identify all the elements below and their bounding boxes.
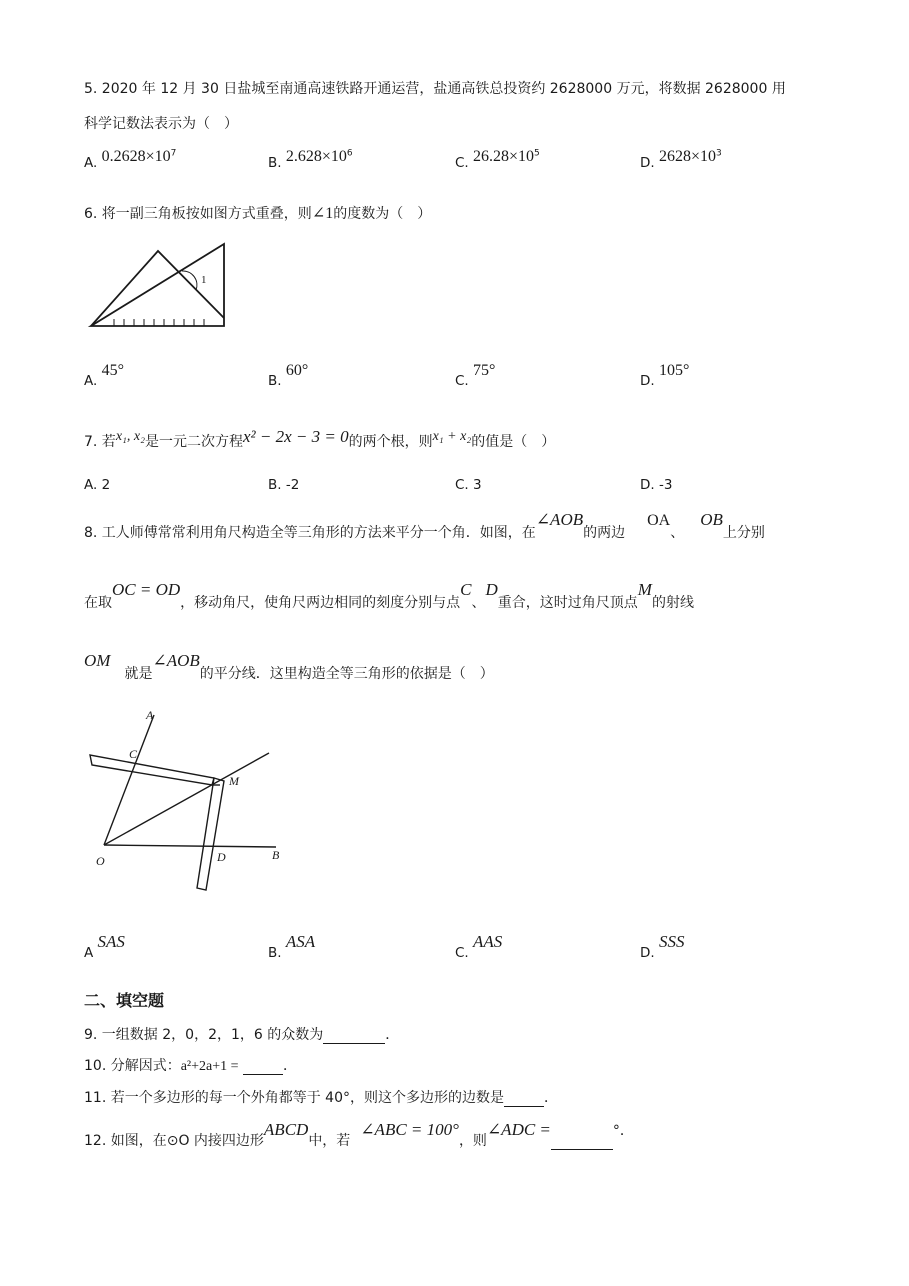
q8-label-a: A [146, 708, 154, 722]
q5-line2: 科学记数法表示为（ ） [84, 116, 238, 132]
q5-line1: 5. 2020 年 12 月 30 日盐城至南通高速铁路开通运营，盐通高铁总投资约 2628000 万元，将数据 2628000 用 [84, 81, 786, 97]
q8-option-a: A SAS [84, 932, 125, 961]
q6-stem: 6. 将一副三角板按如图方式重叠，则∠1的度数为（ ） [84, 205, 432, 222]
q6-option-b: B. 60° [268, 362, 309, 389]
q8-label-b: B [272, 848, 280, 862]
q8-line2: 在取OC = OD，移动角尺，使角尺两边相同的刻度分别与点C、D重合，这时过角尺顶点M的射线 [84, 580, 694, 611]
q6-option-d: D. 105° [640, 362, 690, 389]
q10: 10. 分解因式：a²+2a+1 = ． [84, 1058, 297, 1074]
q6-option-a: A. 45° [84, 362, 124, 389]
q7-option-d: D. -3 [640, 477, 673, 493]
q12: 12. 如图，在⊙O 内接四边形ABCD中，若∠ABC = 100°，则∠ADC = °． [84, 1120, 634, 1149]
q9: 9. 一组数据 2，0，2，1，6 的众数为 ． [84, 1027, 400, 1043]
q6-angle-label: 1 [201, 274, 207, 286]
q9-answer-blank[interactable] [323, 1027, 385, 1044]
q7-option-c: C. 3 [455, 477, 482, 493]
section-heading-fill-in: 二、填空题 [84, 991, 165, 1010]
q5-option-c: C. $26.28\times 10^5$ [455, 148, 540, 171]
q8-label-o: O [96, 854, 105, 868]
q8-label-d: D [217, 850, 226, 864]
q8-option-c: C. AAS [455, 932, 503, 961]
q8-option-d: D. SSS [640, 932, 685, 961]
q8-line3: OM就是∠AOB的平分线．这里构造全等三角形的依据是（ ） [84, 651, 494, 682]
q7-option-b: B. -2 [268, 477, 300, 493]
q11: 11. 若一个多边形的每一个外角都等于 40°，则这个多边形的边数是 ． [84, 1090, 558, 1106]
q10-answer-blank[interactable] [243, 1058, 283, 1075]
q7-option-a: A. 2 [84, 477, 111, 493]
q5-option-a: A. $0.2628\times 10^7$ [84, 148, 177, 171]
q8-option-b: B. ASA [268, 932, 316, 961]
q11-answer-blank[interactable] [504, 1090, 544, 1107]
q12-answer-blank[interactable] [551, 1133, 613, 1150]
q6-option-c: C. 75° [455, 362, 496, 389]
q5-option-d: D. $2628\times 10^3$ [640, 148, 722, 171]
q8-label-c: C [129, 747, 138, 761]
q8-line1: 8. 工人师傅常常利用角尺构造全等三角形的方法来平分一个角．如图，在∠AOB的两边OA、OB上分别 [84, 510, 765, 541]
q8-label-m: M [229, 774, 239, 788]
q8-angle-bisector-figure [84, 705, 294, 895]
q7-stem: 7. 若x₁, x₂是一元二次方程x² − 2x − 3 = 0的两个根，则x₁ + x₂的值是（ ） [84, 427, 556, 450]
q5-option-b: B. $2.628\times 10^6$ [268, 148, 353, 171]
q6-triangle-figure [84, 238, 234, 333]
